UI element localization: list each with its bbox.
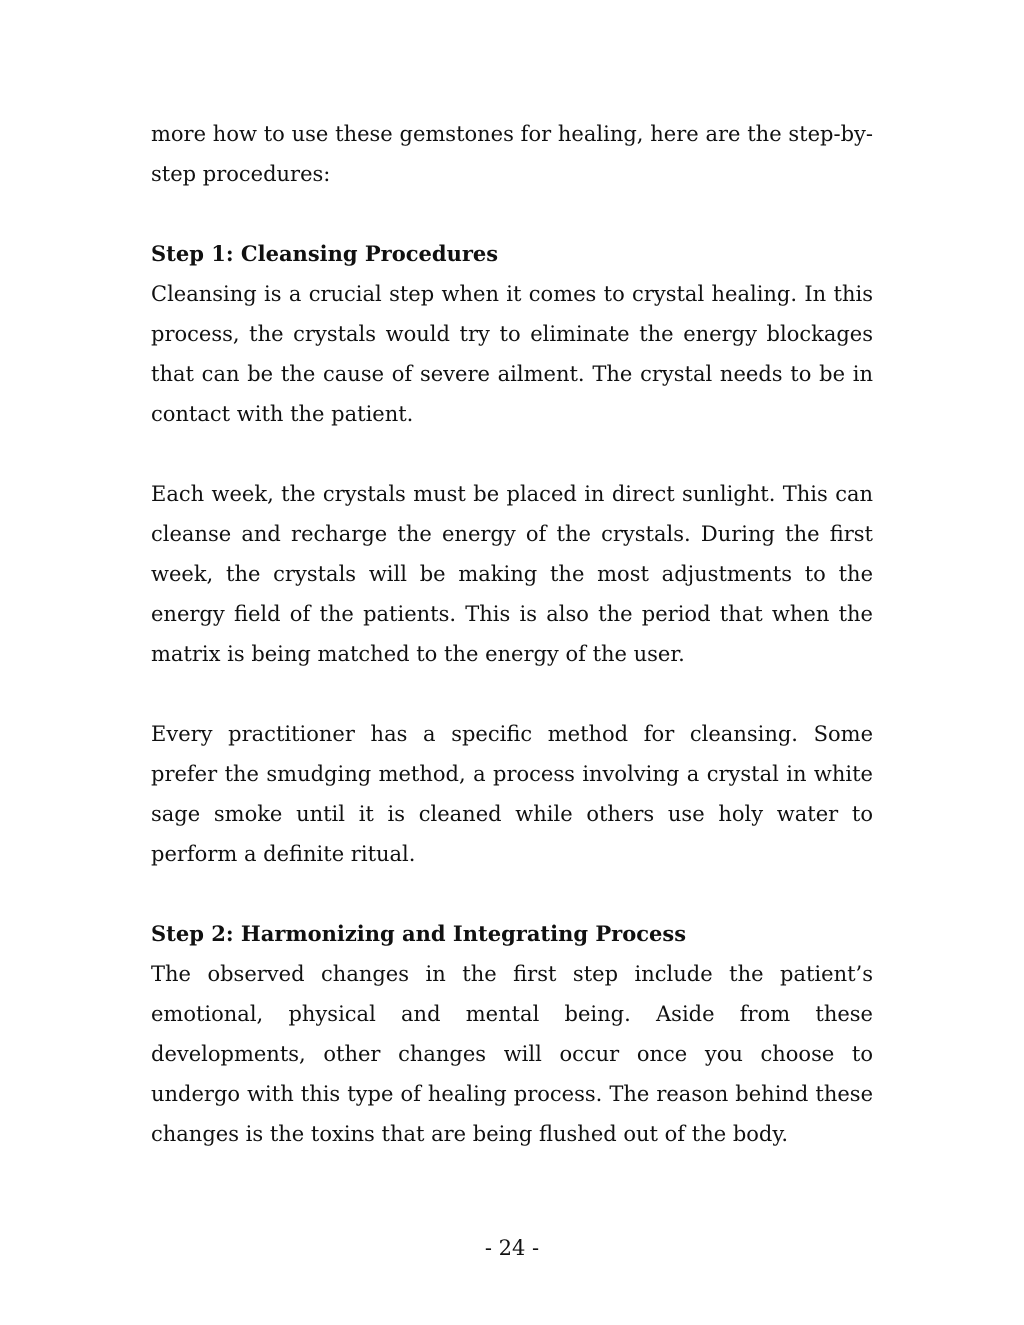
step-1-paragraph-1: Cleansing is a crucial step when it comes to crystal healing. In this process, the crystals would try to eliminate the energy blockages that can be the cause of severe ailment. The crystal needs to be in contact with the patient.: [151, 282, 873, 426]
step-1-paragraph-2: Each week, the crystals must be placed in direct sunlight. This can cleanse and recharge the energy of the crystals. During the first week, the crystals will be making the most adjustments to the energy field of the patients. This is also the period that when the matrix is being matched to the energy of the user.: [151, 482, 873, 666]
intro-paragraph: more how to use these gemstones for healing, here are the step-by-step procedures:: [151, 122, 873, 186]
spacer: [151, 194, 873, 234]
spacer: [151, 874, 873, 914]
page-number: - 24 -: [484, 1236, 540, 1260]
step-1-heading: Step 1: Cleansing Procedures: [151, 241, 499, 266]
step-1-paragraph-3: Every practitioner has a specific method for cleansing. Some prefer the smudging method, a process involving a crystal in white sage smoke until it is cleaned while others use holy water to perform a definite ritual.: [151, 722, 873, 866]
step-2-paragraph-1: The observed changes in the first step include the patient’s emotional, physical and mental being. Aside from these developments, other changes will occur once you choose to undergo with this type of healing process. The reason behind these changes is the toxins that are being flushed out of the body.: [151, 962, 873, 1146]
step-2-heading: Step 2: Harmonizing and Integrating Process: [151, 921, 687, 946]
page-body: [151, 114, 873, 1154]
spacer: [151, 674, 873, 714]
spacer: [151, 434, 873, 474]
